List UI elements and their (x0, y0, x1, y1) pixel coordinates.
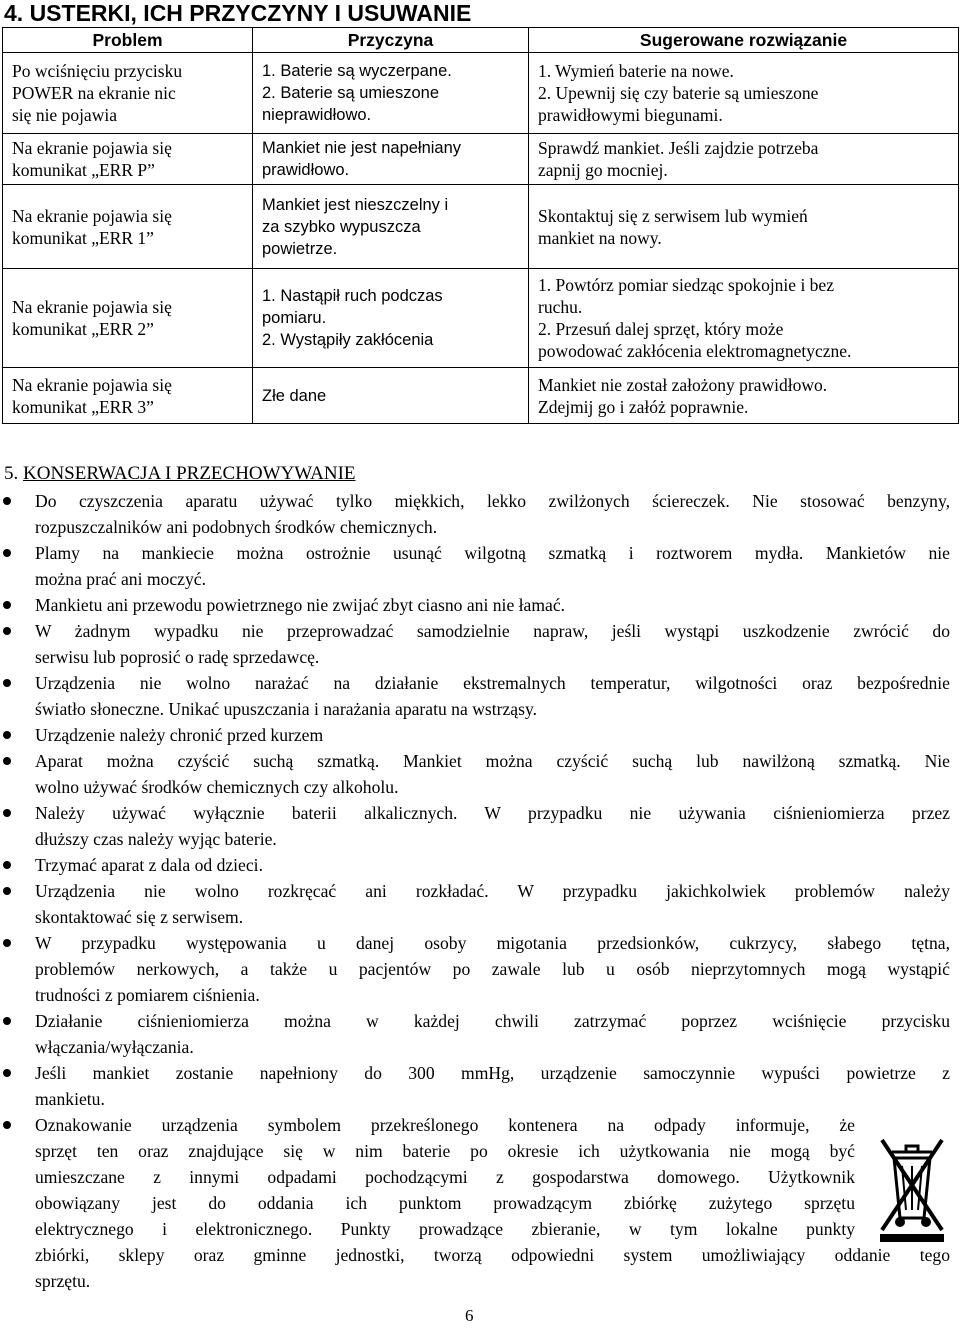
list-item-line: obowiązany jest do oddania ich punktom prowadzącym zbiórkę zużytego sprzętu (35, 1193, 855, 1213)
maintenance-list (0, 488, 960, 1294)
list-item-line: umieszczane z innymi odpadami pochodzącymi z gospodarstwa domowego. Użytkownik (35, 1167, 855, 1187)
list-item (0, 1112, 950, 1294)
header-cause: Przyczyna (253, 28, 529, 53)
cell-line: nieprawidłowo. (262, 106, 372, 124)
cause-cell (253, 269, 529, 368)
list-item-line: W żadnym wypadku nie przeprowadzać samodzielnie napraw, jeśli wystąpi uszkodzenie zwrócić do (35, 621, 950, 641)
list-item-line: problemów nerkowych, a także u pacjentów po zawale lub u osób nieprzytomnych mogą wystąpić (35, 959, 950, 979)
list-item-line: Oznakowanie urządzenia symbolem przekreślonego kontenera na odpady informuje, że (35, 1115, 855, 1135)
bullet-icon (3, 731, 11, 739)
list-item-line: Działanie ciśnieniomierza można w każdej chwili zatrzymać poprzez wciśnięcie przycisku (35, 1011, 950, 1031)
cell-line: 2. Baterie są umieszone (262, 84, 440, 102)
cell-line: Skontaktuj się z serwisem lub wymień (538, 205, 808, 226)
solution-cell (529, 368, 959, 424)
list-item-line: Urządzenia nie wolno narażać na działanie ekstremalnych temperatur, wilgotności oraz bezpośrednie (35, 673, 950, 693)
section-5-number: 5. (4, 463, 23, 484)
cause-cell (253, 53, 529, 134)
header-problem: Problem (3, 28, 253, 53)
cell-line: komunikat „ERR 3” (12, 396, 154, 417)
cell-line: 1. Wymień baterie na nowe. (538, 61, 734, 81)
bullet-icon (3, 497, 11, 505)
list-item (0, 722, 950, 748)
cell-line: komunikat „ERR 2” (12, 319, 154, 339)
list-item (0, 1060, 950, 1112)
cell-line: Złe dane (262, 386, 327, 405)
problem-cell (3, 185, 253, 269)
cell-line: POWER na ekranie nic (12, 83, 176, 103)
list-item-line: Plamy na mankiecie można ostrożnie usunąć wilgotną szmatką i roztworem mydła. Mankietów nie (35, 543, 950, 563)
cell-line: mankiet na nowy. (538, 227, 662, 248)
cell-line: komunikat „ERR P” (12, 160, 155, 180)
cause-cell (253, 368, 529, 424)
table-row (3, 368, 959, 424)
cause-cell (253, 185, 529, 269)
header-solution: Sugerowane rozwiązanie (529, 28, 959, 53)
list-item (0, 540, 950, 592)
cell-line: Na ekranie pojawia się (12, 374, 172, 395)
cell-line: się nie pojawia (12, 105, 117, 125)
list-item-line: włączania/wyłączania. (35, 1037, 194, 1057)
list-item (0, 1008, 950, 1060)
list-item-line: dłuższy czas należy wyjąc baterie. (35, 829, 277, 849)
cell-line: powietrze. (262, 239, 338, 258)
solution-cell (529, 53, 959, 134)
cell-line: prawidłowymi biegunami. (538, 105, 723, 125)
section-4-title: 4. USTERKI, ICH PRZYCZYNY I USUWANIE (4, 0, 472, 26)
list-item-line: mankietu. (35, 1089, 105, 1109)
cell-line: za szybko wypuszcza (262, 217, 421, 236)
cell-line: Zdejmij go i załóż poprawnie. (538, 396, 749, 417)
list-item (0, 878, 950, 930)
cell-line: ruchu. (538, 297, 583, 317)
crossed-out-wheelie-bin-icon (876, 1130, 948, 1242)
list-item-line: wolno używać środków chemicznych czy alkoholu. (35, 777, 399, 797)
list-item-line: Urządzenie należy chronić przed kurzem (35, 725, 324, 745)
bullet-icon (3, 549, 11, 557)
cell-line: Po wciśnięciu przycisku (12, 61, 183, 81)
bullet-icon (3, 1069, 11, 1077)
list-item-line: można prać ani moczyć. (35, 569, 206, 589)
cell-line: Sprawdź mankiet. Jeśli zajdzie potrzeba (538, 138, 819, 158)
cell-line: Na ekranie pojawia się (12, 138, 172, 158)
solution-cell (529, 134, 959, 185)
bullet-icon (3, 939, 11, 947)
list-item-line: Jeśli mankiet zostanie napełniony do 300 mmHg, urządzenie samoczynnie wypuści powietrze z (35, 1063, 950, 1083)
bullet-icon (3, 679, 11, 687)
cell-line: 1. Baterie są wyczerpane. (262, 62, 452, 80)
cell-line: Na ekranie pojawia się (12, 205, 172, 226)
list-item-line: Trzymać aparat z dala od dzieci. (35, 855, 263, 875)
problem-cell (3, 53, 253, 134)
cell-line: Na ekranie pojawia się (12, 297, 172, 317)
problem-cell (3, 134, 253, 185)
troubleshooting-table (2, 27, 959, 424)
solution-cell (529, 185, 959, 269)
bullet-icon (3, 887, 11, 895)
list-item-line: Do czyszczenia aparatu używać tylko miękkich, lekko zwilżonych ściereczek. Nie stosować benzyny, (35, 491, 950, 511)
list-item-line: serwisu lub poprosić o radę sprzedawcę. (35, 647, 320, 667)
list-item-line: światło słoneczne. Unikać upuszczania i narażania aparatu na wstrząsy. (35, 699, 538, 719)
list-item (0, 618, 950, 670)
bullet-icon (3, 757, 11, 765)
list-item (0, 670, 950, 722)
table-header-row (3, 28, 959, 53)
cell-line: 2. Wystąpiły zakłócenia (262, 331, 434, 349)
bullet-icon (3, 1017, 11, 1025)
problem-cell (3, 368, 253, 424)
table-row (3, 53, 959, 134)
list-item-line: Należy używać wyłącznie baterii alkalicznych. W przypadku nie używania ciśnieniomierza przez (35, 803, 950, 823)
bullet-icon (3, 601, 11, 609)
list-item-line: W przypadku występowania u danej osoby migotania przedsionków, cukrzycy, słabego tętna, (35, 933, 950, 953)
list-item-line: sprzętu. (35, 1271, 91, 1291)
section-5-title (4, 462, 356, 486)
section-5-heading: KONSERWACJA I PRZECHOWYWANIE (23, 463, 356, 484)
cell-line: Mankiet jest nieszczelny i (262, 195, 449, 214)
table-row (3, 269, 959, 368)
bullet-icon (3, 861, 11, 869)
bullet-icon (3, 627, 11, 635)
problem-cell (3, 269, 253, 368)
table-row (3, 185, 959, 269)
list-item-line: trudności z pomiarem ciśnienia. (35, 985, 260, 1005)
cell-line: pomiaru. (262, 309, 327, 327)
list-item-line: Mankietu ani przewodu powietrznego nie zwijać zbyt ciasno ani nie łamać. (35, 595, 566, 615)
list-item-line: zbiórki, sklepy oraz gminne jednostki, tworzą odpowiedni system umożliwiający oddanie tego (35, 1245, 950, 1265)
list-item (0, 930, 950, 1008)
list-item-line: skontaktować się z serwisem. (35, 907, 244, 927)
list-item (0, 592, 950, 618)
list-item-line: elektrycznego i elektronicznego. Punkty prowadzące zbieranie, w tym lokalne punkty (35, 1219, 855, 1239)
list-item (0, 488, 950, 540)
solution-cell (529, 269, 959, 368)
cell-line: 2. Upewnij się czy baterie są umieszone (538, 83, 819, 103)
bullet-icon (3, 809, 11, 817)
cell-line: prawidłowo. (262, 161, 350, 179)
cause-cell (253, 134, 529, 185)
list-item-line: rozpuszczalników ani podobnych środków chemicznych. (35, 517, 438, 537)
cell-line: Mankiet nie jest napełniany (262, 139, 462, 157)
list-item-line: sprzęt ten oraz znajdujące się w nim baterie po okresie ich użytkowania nie mogą być (35, 1141, 855, 1161)
cell-line: 1. Nastąpił ruch podczas (262, 287, 443, 305)
cell-line: 1. Powtórz pomiar siedząc spokojnie i bez (538, 275, 834, 295)
list-item (0, 800, 950, 852)
page-number: 6 (465, 1306, 474, 1325)
cell-line: 2. Przesuń dalej sprzęt, który może (538, 319, 784, 339)
cell-line: powodować zakłócenia elektromagnetyczne. (538, 341, 852, 361)
cell-line: zapnij go mocniej. (538, 160, 668, 180)
list-item (0, 748, 950, 800)
list-item (0, 852, 950, 878)
cell-line: Mankiet nie został założony prawidłowo. (538, 374, 828, 395)
list-item-line: Aparat można czyścić suchą szmatką. Mankiet można czyścić suchą lub nawilżoną szmatką. Nie (35, 751, 950, 771)
cell-line: komunikat „ERR 1” (12, 227, 154, 248)
bullet-icon (3, 1121, 11, 1129)
list-item-line: Urządzenia nie wolno rozkręcać ani rozkładać. W przypadku jakichkolwiek problemów należy (35, 881, 950, 901)
table-row (3, 134, 959, 185)
